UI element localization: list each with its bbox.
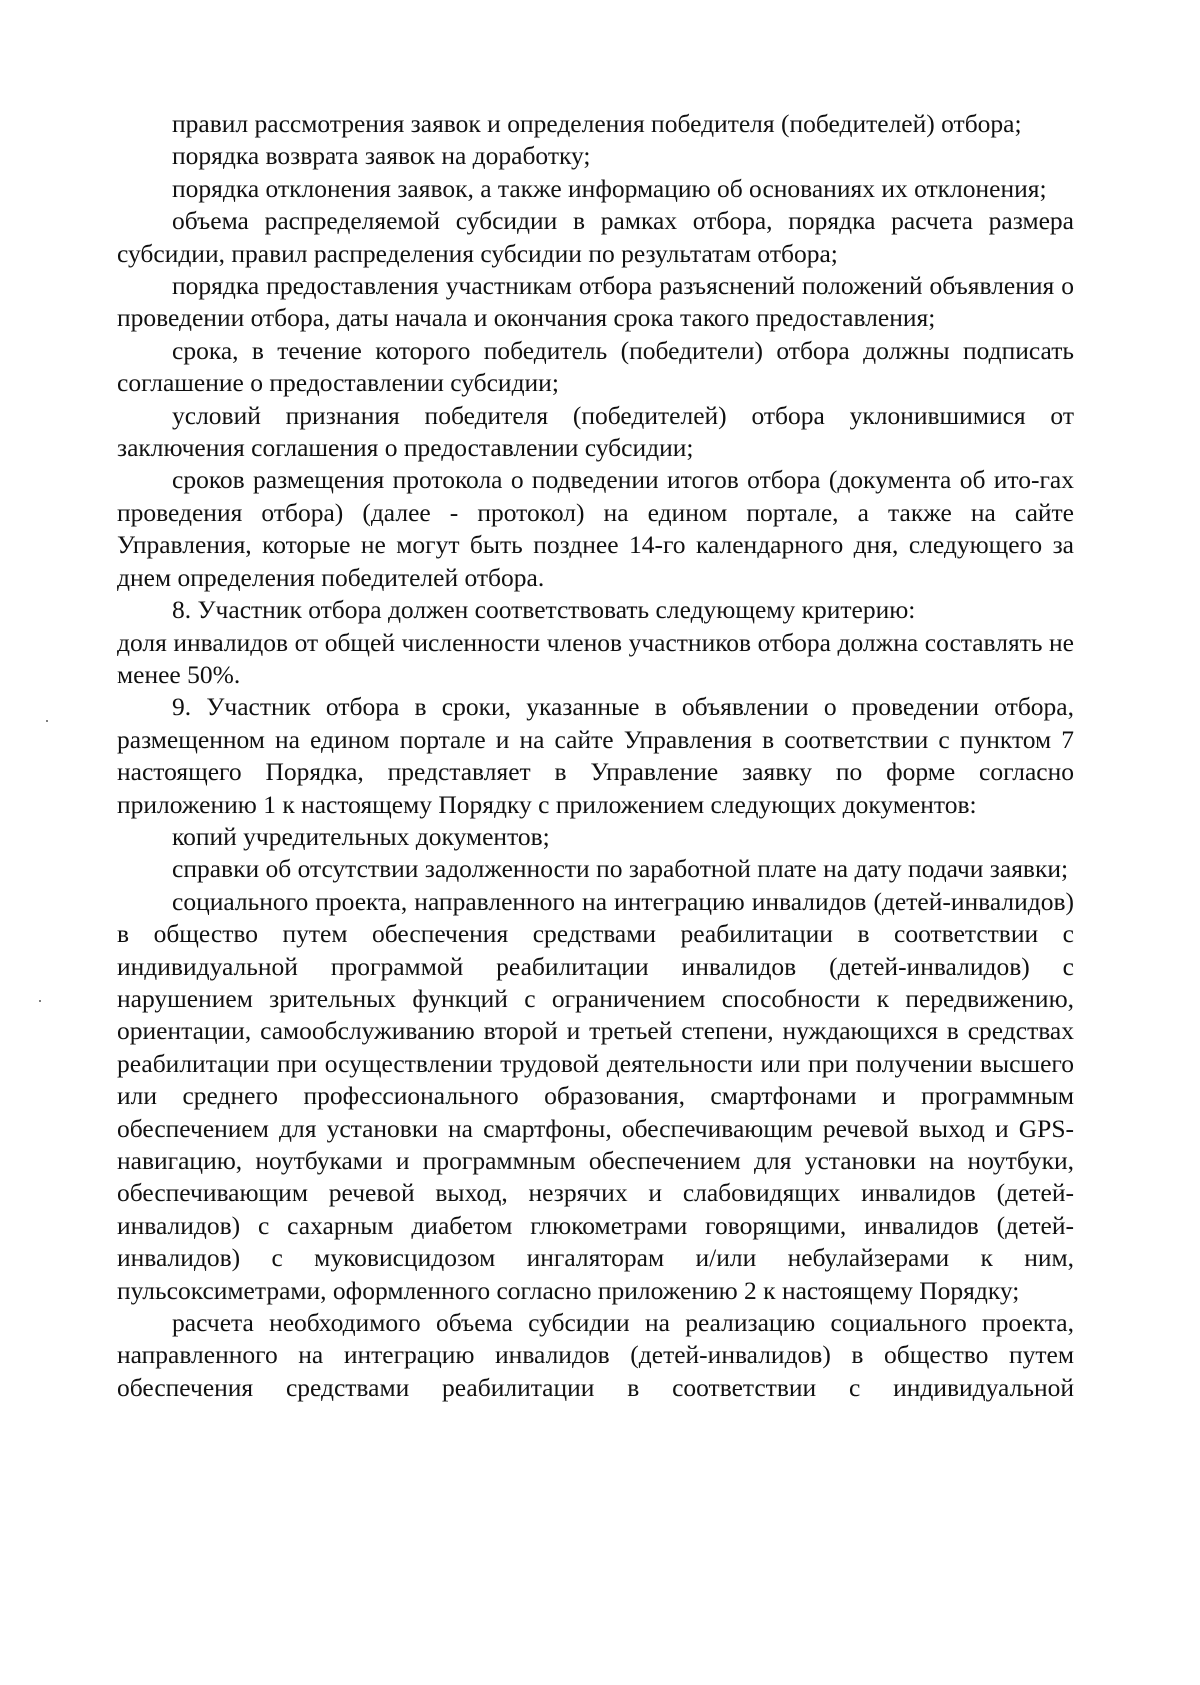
paragraph-founding-docs: копий учредительных документов; [172, 821, 550, 851]
paragraph-item-8: 8. Участник отбора должен соответствовать следующему критерию: [172, 595, 916, 625]
paragraph-subsidy-volume: объема распределяемой субсидии в рамках отбора, порядка расчета размера субсидии, правил распределения субсидии по результатам отбора; [117, 206, 1074, 268]
document-body [117, 108, 1074, 1404]
paragraph-return-procedure: порядка возврата заявок на доработку; [172, 141, 591, 171]
paragraph-item-9: 9. Участник отбора в сроки, указанные в объявлении о проведении отбора, размещенном на едином портале и на сайте Управления в соответствии с пунктом 7 настоящего Порядка, представляет в Управление заявку по форме согласно приложению 1 к настоящему Порядку с приложением следующих документов: [117, 692, 1074, 819]
paragraph-no-arrears: справки об отсутствии задолженности по заработной плате на дату подачи заявки; [172, 854, 1069, 884]
paragraph-subsidy-calculation: расчета необходимого объема субсидии на реализацию социального проекта, направленного на интеграцию инвалидов (детей-инвалидов) в общество путем обеспечения средствами реабилитации в соответствии с индивидуальной [117, 1308, 1074, 1402]
paragraph-signing-deadline: срока, в течение которого победитель (победители) отбора должны подписать соглашение о предоставлении субсидии; [117, 335, 1074, 398]
paragraph-clarifications: порядка предоставления участникам отбора разъяснений положений объявления о проведении отбора, даты начала и окончания срока такого предоставления; [117, 271, 1074, 333]
paragraph-rejection-procedure: порядка отклонения заявок, а также информацию об основаниях их отклонения; [172, 173, 1047, 203]
scan-speck [46, 720, 48, 722]
paragraph-social-project: социального проекта, направленного на интеграцию инвалидов (детей-инвалидов) в общество путем обеспечения средствами реабилитации в соответствии с индивидуальной программой реабилитации инвалидов (детей-инвалидов) с нарушением зрительных функций с ограничением способности к передвижению, ориентации, самообслуживанию второй и третьей степени, нуждающихся в средствах реабилитации при осуществлении трудовой деятельности или при получении высшего или среднего профессионального образования, смартфонами и программным обеспечением для установки на смартфоны, обеспечивающим речевой выход и GPS-навигацию, ноутбуками и программным обеспечением для установки на ноутбуки, обеспечивающим речевой выход, незрячих и слабовидящих инвалидов (детей-инвалидов) с сахарным диабетом глюкометрами говорящими, инвалидов (детей-инвалидов) с муковисцидозом ингаляторам и/или небулайзерами к ним, пульсоксиметрами, оформленного согласно приложению 2 к настоящему Порядку; [117, 886, 1074, 1305]
paragraph-disabled-share: доля инвалидов от общей численности членов участников отбора должна составлять не менее 50%. [117, 627, 1074, 689]
paragraph-evasion-conditions: условий признания победителя (победителей) отбора уклонившимися от заключения соглашения о предоставлении субсидии; [117, 400, 1074, 463]
paragraph-protocol-deadlines: сроков размещения протокола о подведении итогов отбора (документа об ито-гах проведения отбора) (далее - протокол) на едином портале, а также на сайте Управления, которые не могут быть позднее 14-го календарного дня, следующего за днем определения победителей отбора. [117, 465, 1074, 592]
paragraph-review-rules: правил рассмотрения заявок и определения победителя (победителей) отбора; [172, 109, 1022, 138]
scan-speck [39, 1000, 41, 1002]
